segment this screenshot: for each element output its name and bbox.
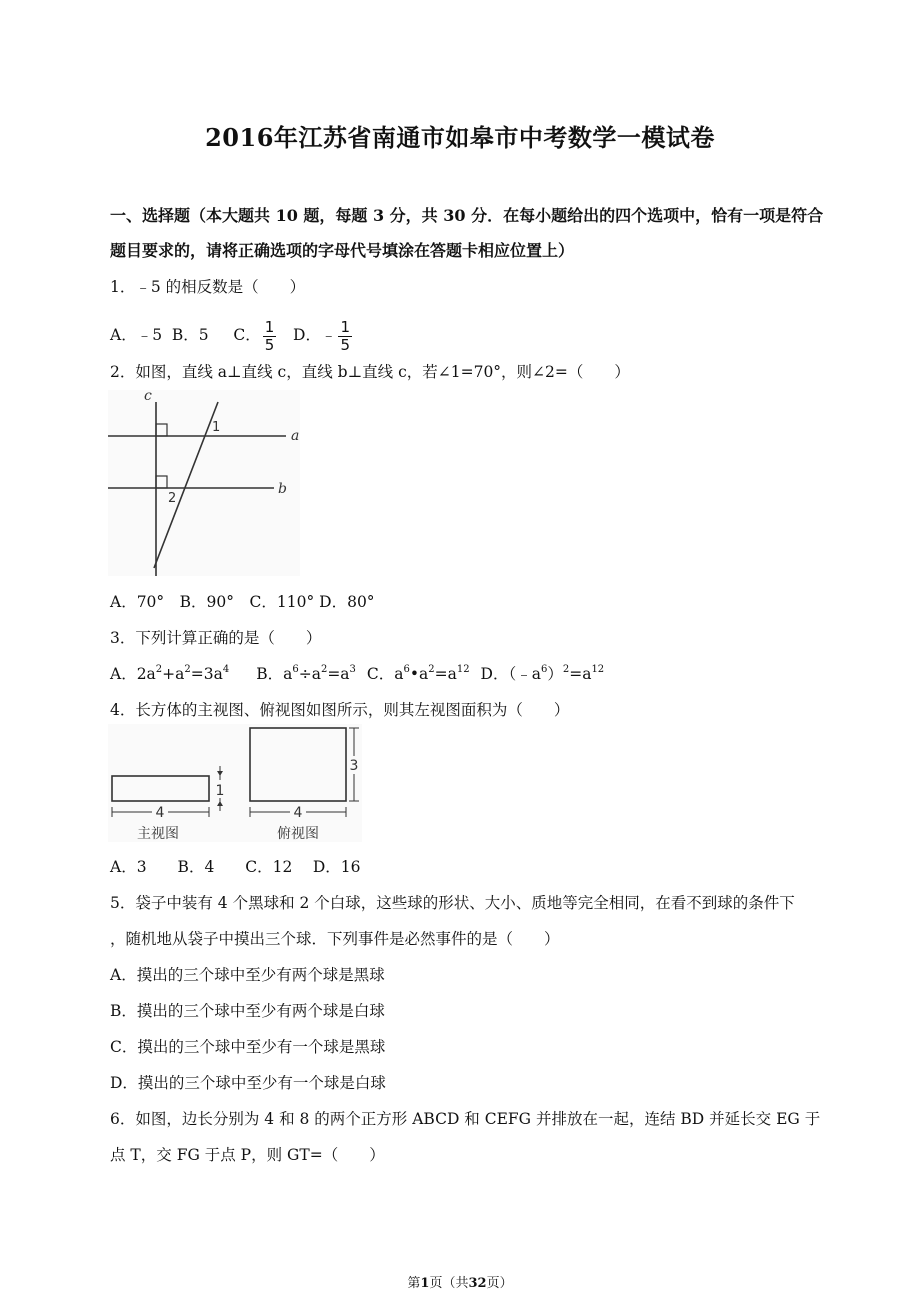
label-c: c (144, 390, 152, 404)
figure-background (108, 724, 362, 842)
fraction-denominator: 5 (264, 335, 275, 354)
q6-stem-line1: 6．如图，边长分别为 4 和 8 的两个正方形 ABCD 和 CEFG 并排放在一起，连结 BD 并延长交 EG 于 (110, 1110, 821, 1128)
q1-option-b: B．5 (171, 326, 209, 344)
label-a: a (291, 428, 300, 444)
q5-option-d: D．摸出的三个球中至少有一个球是白球 (110, 1074, 386, 1092)
top-width-label: 4 (293, 805, 303, 821)
section-heading-line1: 一、选择题（本大题共 10 题，每题 3 分，共 30 分．在每小题给出的四个选项中，恰有一项是符合 (110, 206, 824, 225)
label-angle-2: 2 (168, 491, 177, 506)
q4-stem: 4．长方体的主视图、俯视图如图所示，则其左视图面积为（ ） (110, 701, 570, 719)
q4-figure (108, 724, 362, 842)
footer-mid: 页（共 (429, 1276, 469, 1291)
label-angle-1: 1 (212, 420, 221, 435)
q3-option-b: B．$a^6\div a^2=a^3$ (256, 664, 356, 683)
page-footer (0, 1272, 920, 1291)
q3-stem: 3．下列计算正确的是（ ） (110, 629, 322, 647)
q1-option-d-fraction (338, 319, 352, 354)
q5-option-a: A．摸出的三个球中至少有两个球是黑球 (110, 966, 385, 984)
q5-stem-line1: 5．袋子中装有 4 个黑球和 2 个白球，这些球的形状、大小、质地等完全相同，在看不到球的条件下 (110, 894, 795, 912)
section-heading-line2: 题目要求的，请将正确选项的字母代号填涂在答题卡相应位置上） (110, 241, 575, 260)
fraction-numerator: 1 (340, 317, 351, 336)
front-view-caption: 主视图 (137, 826, 179, 842)
top-height-label: 3 (349, 758, 359, 774)
q4-options: A．3 B．4 C．12 D．16 (110, 858, 361, 876)
footer-suffix: 页） (486, 1276, 513, 1291)
q2-figure (108, 390, 300, 576)
q3-option-c: C．$a^6•a^2=a^{12}$ (366, 664, 470, 683)
q1-stem: 1．﹣5 的相反数是（ ） (110, 278, 306, 296)
front-height-label: 1 (215, 783, 225, 799)
q1-option-c: C． (233, 326, 261, 344)
page-title: 2016年江苏省南通市如皋市中考数学一模试卷 (205, 123, 715, 152)
top-view-caption: 俯视图 (277, 826, 319, 842)
q5-option-c: C．摸出的三个球中至少有一个球是黑球 (110, 1038, 386, 1056)
footer-page-number: 1 (420, 1276, 430, 1291)
q1-option-c-fraction (263, 319, 277, 354)
q5-stem-line2: ，随机地从袋子中摸出三个球．下列事件是必然事件的是（ ） (110, 930, 560, 948)
q3-option-a: A．$2a^2+a^2=3a^4$ (110, 664, 230, 683)
q1-option-d: D．﹣ (293, 326, 337, 344)
footer-prefix: 第 (407, 1276, 421, 1291)
q3-option-d: D．$(﹣a^6)^2=a^{12}$ (480, 664, 605, 683)
label-b: b (278, 481, 287, 497)
q2-options: A．70° B．90° C．110° D．80° (110, 593, 375, 611)
fraction-numerator: 1 (264, 317, 275, 336)
q2-stem: 2．如图，直线 a⊥直线 c，直线 b⊥直线 c，若∠1=70°，则∠2=（ ） (110, 363, 630, 381)
figure-background (108, 390, 300, 576)
q1-option-a: A．﹣5 (110, 326, 163, 344)
q3-options (110, 662, 604, 684)
q5-option-b: B．摸出的三个球中至少有两个球是白球 (110, 1002, 385, 1020)
q1-options (110, 315, 354, 355)
footer-total-pages: 32 (468, 1276, 487, 1291)
q6-stem-line2: 点 T，交 FG 于点 P，则 GT=（ ） (110, 1146, 385, 1164)
fraction-denominator: 5 (340, 335, 351, 354)
front-width-label: 4 (155, 805, 165, 821)
